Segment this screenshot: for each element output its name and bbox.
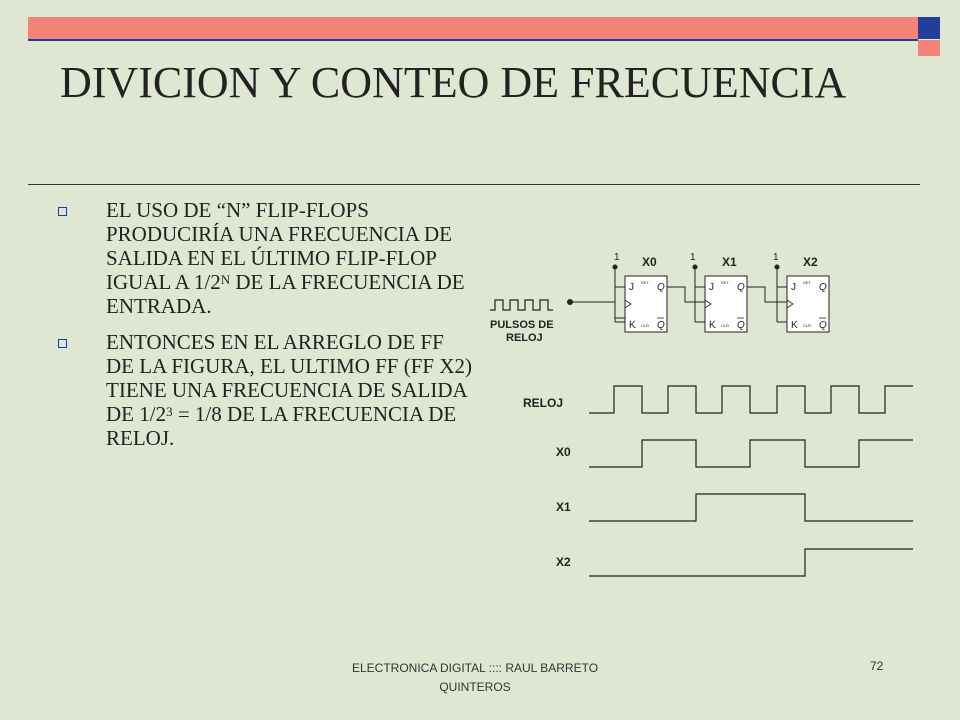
input-label-line1: PULSOS DE	[490, 319, 554, 331]
svg-text:K: K	[629, 320, 636, 331]
svg-text:Q: Q	[819, 282, 827, 293]
signal-label-x0: X0	[556, 445, 571, 459]
bullet-text-post: = 1/8 DE LA FRECUENCIA DE RELOJ.	[106, 402, 457, 450]
svg-text:Q: Q	[819, 320, 827, 331]
svg-text:Q: Q	[737, 320, 745, 331]
svg-text:CLR: CLR	[803, 323, 812, 328]
svg-text:SET: SET	[721, 280, 729, 285]
svg-text:Q: Q	[657, 282, 665, 293]
ff-high-label: 1	[773, 252, 779, 263]
flipflop-x1	[690, 252, 747, 332]
waveform-x1	[589, 494, 913, 521]
corner-square-pink	[918, 40, 940, 56]
bullet-superscript: 3	[166, 404, 173, 419]
corner-square-blue	[918, 17, 940, 39]
flipflop-x0	[613, 252, 668, 332]
svg-text:CLR: CLR	[641, 323, 650, 328]
bullet-item	[56, 198, 476, 318]
bullet-text-post: DE LA FRECUENCIA DE ENTRADA.	[106, 270, 465, 318]
bullet-superscript: N	[220, 272, 231, 287]
header-band-rule	[28, 39, 918, 41]
ff-name: X2	[803, 255, 818, 269]
flipflop-circuit-diagram	[480, 240, 860, 360]
square-bullet-icon	[58, 339, 67, 348]
ff-high-label: 1	[690, 252, 696, 263]
clock-pulse-symbol	[490, 300, 553, 310]
svg-text:K: K	[709, 320, 716, 331]
input-label-line2: RELOJ	[506, 332, 543, 344]
footer-text: ELECTRONICA DIGITAL :::: RAUL BARRETO QUINTEROS	[351, 661, 599, 694]
waveform-x2	[589, 549, 913, 576]
signal-label-reloj: RELOJ	[523, 396, 564, 410]
svg-text:J: J	[791, 282, 796, 293]
header-band	[28, 17, 918, 39]
bullet-list	[56, 198, 476, 462]
svg-text:SET: SET	[803, 280, 811, 285]
ff-link-wire	[747, 287, 787, 302]
waveform-reloj	[589, 386, 913, 413]
flipflop-x2	[773, 252, 829, 332]
svg-text:J: J	[709, 282, 714, 293]
svg-text:SET: SET	[641, 280, 649, 285]
svg-text:Q: Q	[737, 282, 745, 293]
slide-title: DIVICION Y CONTEO DE FRECUENCIA	[60, 58, 847, 107]
timing-diagram	[500, 370, 930, 590]
square-bullet-icon	[58, 207, 67, 216]
ff-name: X0	[642, 255, 657, 269]
signal-label-x1: X1	[556, 500, 571, 514]
waveform-x0	[589, 440, 913, 467]
svg-text:K: K	[791, 320, 798, 331]
svg-text:Q: Q	[657, 320, 665, 331]
ff-link-wire	[667, 287, 705, 302]
bullet-item	[56, 330, 476, 450]
title-divider	[28, 184, 920, 185]
signal-label-x2: X2	[556, 555, 571, 569]
bullet-text-pre: ENTONCES EN EL ARREGLO DE FF DE LA FIGURA, EL ULTIMO FF (FF X2) TIENE UNA FRECUENCIA DE SALIDA DE 1/2	[106, 330, 472, 426]
svg-text:J: J	[629, 282, 634, 293]
page-number: 72	[870, 659, 884, 673]
svg-text:CLR: CLR	[721, 323, 730, 328]
ff-name: X1	[722, 255, 737, 269]
bullet-text-pre: EL USO DE “N” FLIP-FLOPS PRODUCIRÍA UNA FRECUENCIA DE SALIDA EN EL ÚLTIMO FLIP-FLOP IGUAL A 1/2	[106, 198, 452, 294]
ff-high-label: 1	[614, 252, 620, 263]
